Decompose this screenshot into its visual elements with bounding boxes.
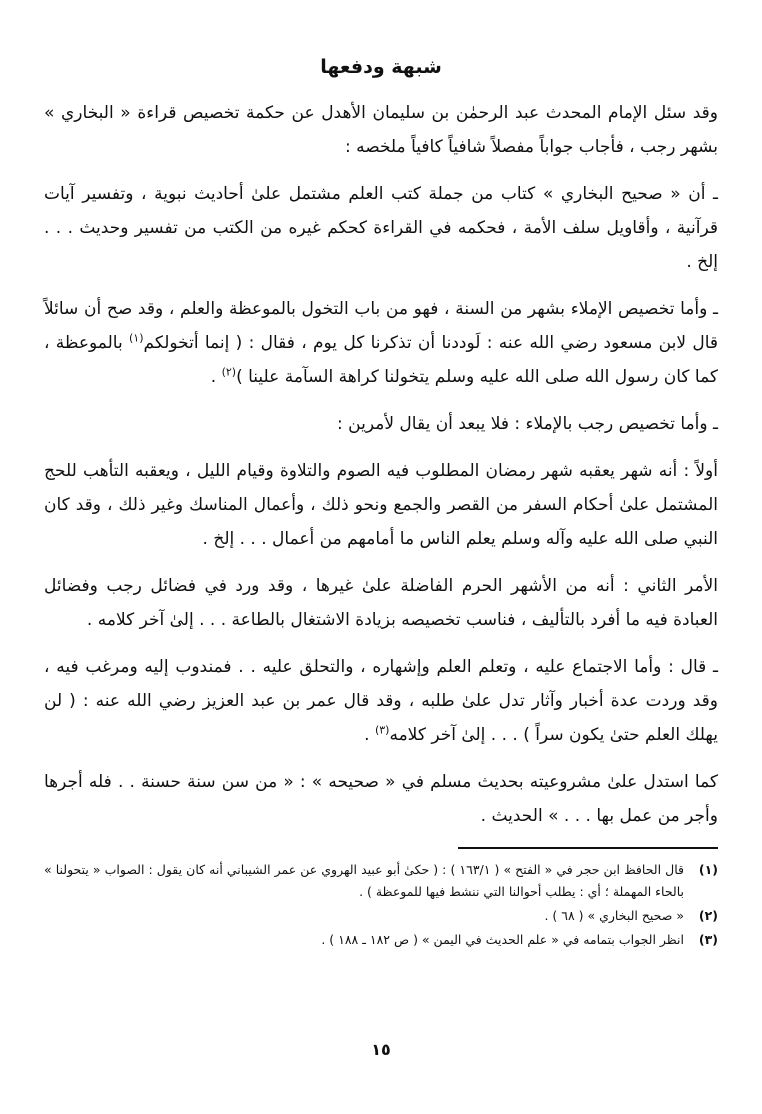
footnote-3-text: انظر الجواب بتمامه في « علم الحديث في اليمن » ( ص ١٨٢ ـ ١٨٨ ) . [321, 932, 684, 947]
paragraph-6-text: الأمر الثاني : أنه من الأشهر الحرم الفاضلة علىٰ غيرها ، وقد ورد في فضائل رجب وفضائل العبادة فيه ما أفرد بالتأليف ، فناسب تخصيصه بزيادة الاشتغال بالطاعة . . . إلىٰ آخر كلامه . [44, 576, 718, 630]
footnote-ref-1[interactable]: (١) [129, 331, 144, 345]
paragraph-1-text: وقد سئل الإمام المحدث عبد الرحمٰن بن سليمان الأهدل عن حكمة تخصيص قراءة « البخاري » بشهر رجب ، فأجاب جواباً مفصلاً شافياً كافياً ملخصه : [44, 103, 718, 157]
footnote-2-number: (٢) [698, 908, 718, 923]
paragraph-3-text: ـ وأما تخصيص الإملاء بشهر من السنة ، فهو من باب التخول بالموعظة والعلم ، وقد صح أن سائلاً قال لابن مسعود رضي الله عنه : لَوددنا أن تذكرنا كل يوم ، فقال : ( إنما أتخولكم [44, 299, 718, 353]
paragraph-7 [44, 650, 718, 752]
paragraph-7-tail: . [364, 725, 375, 745]
paragraph-2-text: ـ أن « صحيح البخاري » كتاب من جملة كتب العلم مشتمل علىٰ أحاديث نبوية ، وتفسير آيات قرآنية ، وأقاويل سلف الأمة ، فحكمه في القراءة كحكم غيره من الكتب من تفسير وحديث . . . إلخ . [44, 184, 718, 272]
footnote-ref-3[interactable]: (٣) [374, 723, 390, 737]
paragraph-8-text: كما استدل علىٰ مشروعيته بحديث مسلم في « صحيحه » : « من سن سنة حسنة . . فله أجرها وأجر من عمل بها . . . » الحديث . [44, 772, 718, 826]
paragraph-4-text: ـ وأما تخصيص رجب بالإملاء : فلا يبعد أن يقال لأمرين : [337, 414, 718, 434]
footnote-3-number: (٣) [698, 932, 718, 947]
footnote-1-text: قال الحافظ ابن حجر في « الفتح » ( ١٦٣/١ ) : ( حكىٰ أبو عبيد الهروي عن عمر الشيباني أنه كان يقول : الصواب « يتحولنا » بالحاء المهملة ؛ أي : يطلب أحوالنا التي ننشط فيها للموعظة ) . [44, 862, 684, 899]
paragraph-4 [44, 407, 718, 441]
paragraph-7-text: ـ قال : وأما الاجتماع عليه ، وتعلم العلم وإشهاره ، والتحلق عليه . . فمندوب إليه ومرغب فيه ، وقد وردت عدة أخبار وآثار تدل علىٰ طلبه ، وقد قال عمر بن عبد العزيز رضي الله عنه : ( لن يهلك العلم حتىٰ يكون سراً ) . . . إلىٰ آخر كلامه [44, 657, 718, 745]
paragraph-3-end: . [210, 367, 222, 387]
page-number: ١٥ [371, 1040, 391, 1059]
footnote-2 [44, 905, 718, 927]
footnote-divider [458, 847, 718, 849]
paragraph-3-tail: بالموعظة ، كما كان رسول الله صلى الله عليه وسلم يتخولنا كراهة السآمة علينا ) [44, 333, 718, 387]
footnote-1 [44, 859, 718, 903]
footnote-3 [44, 929, 718, 951]
section-title: شبهة ودفعها [320, 56, 442, 78]
paragraph-8 [44, 765, 718, 833]
paragraph-5 [44, 454, 718, 556]
paragraph-6 [44, 569, 718, 637]
paragraph-3 [44, 292, 718, 394]
paragraph-5-text: أولاً : أنه شهر يعقبه شهر رمضان المطلوب فيه الصوم والتلاوة وقيام الليل ، ويعقبه التأهب للحج المشتمل علىٰ أحكام السفر من القصر والجمع ونحو ذلك ، وأعمال المناسك وغير ذلك ، وقد كان النبي صلى الله عليه وآله وسلم يعلم الناس ما أمامهم من أعمال . . . إلخ . [44, 461, 718, 549]
footnote-1-number: (١) [698, 862, 718, 877]
footnote-ref-2[interactable]: (٢) [221, 365, 237, 379]
footnote-2-text: « صحيح البخاري » ( ٦٨ ) . [544, 908, 684, 923]
paragraph-2 [44, 177, 718, 279]
page-body [44, 52, 718, 953]
paragraph-1 [44, 96, 718, 164]
